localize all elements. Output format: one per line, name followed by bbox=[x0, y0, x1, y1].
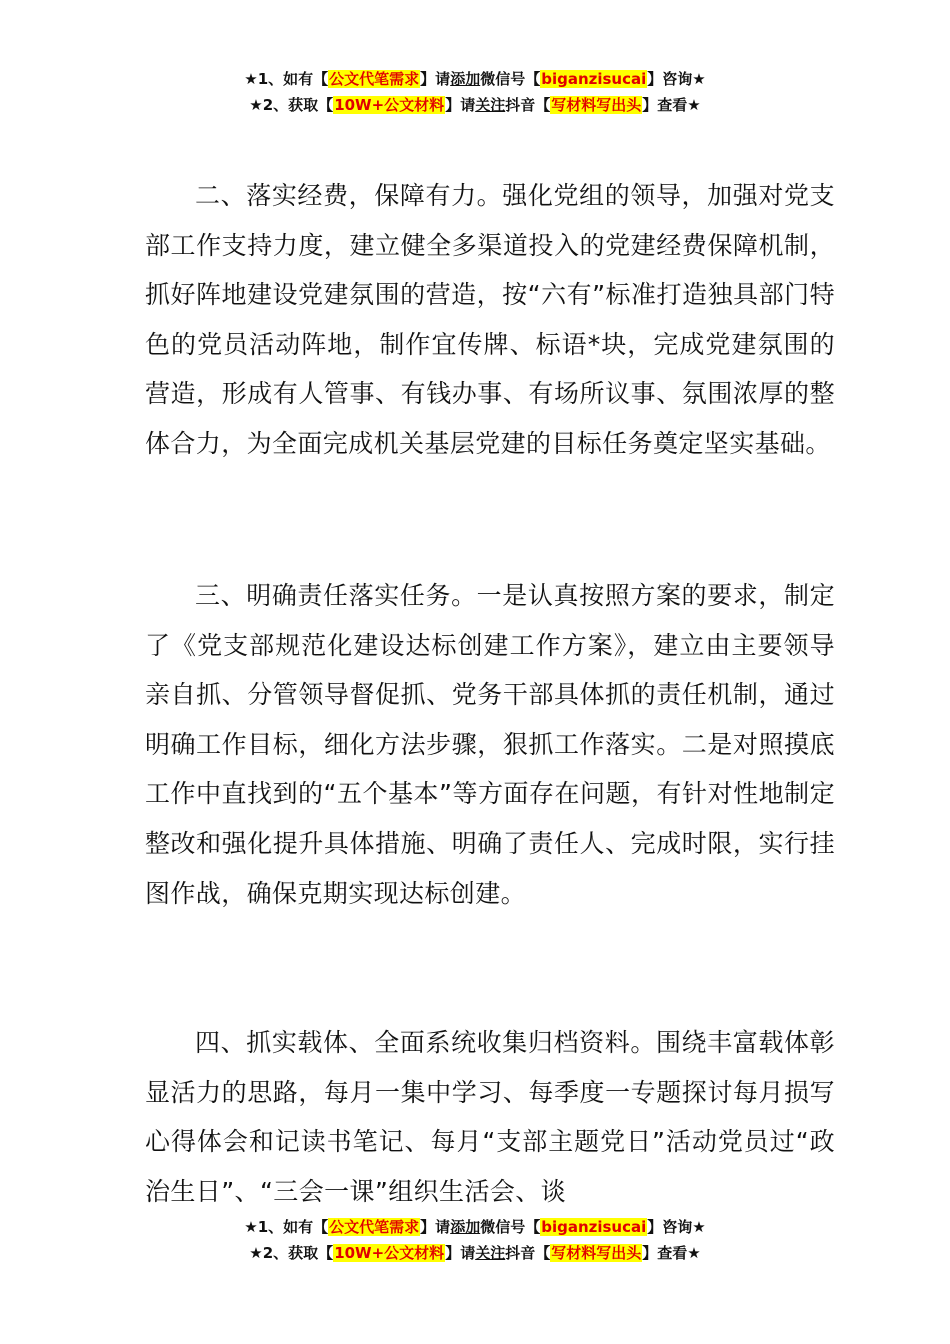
highlight-wechat-id: biganzisucai bbox=[541, 1218, 647, 1236]
banner-line-1 bbox=[0, 1214, 950, 1240]
banner-text: 】请 bbox=[445, 96, 476, 114]
header-banner bbox=[0, 66, 950, 118]
paragraph-text: 三、明确责任落实任务。一是认真按照方案的要求，制定了《党支部规范化建设达标创建工作方案》，建立由主要领导亲自抓、分管领导督促抓、党务干部具体抓的责任机制，通过明确工作目标，细化方法步骤，狠抓工作落实。二是对照摸底工作中直找到的“五个基本”等方面存在问题，有针对性地制定整改和强化提升具体措施、明确了责任人、完成时限，实行挂图作战，确保克期实现达标创建。 bbox=[145, 581, 835, 908]
banner-text: 】请 bbox=[420, 70, 451, 88]
paragraph-archiving bbox=[145, 1018, 835, 1216]
paragraph-responsibility bbox=[145, 571, 835, 918]
banner-text: ★2、获取【 bbox=[249, 96, 334, 114]
highlight-douyin-account: 写材料写出头 bbox=[551, 1244, 642, 1262]
paragraph-text: 二、落实经费，保障有力。强化党组的领导，加强对党支部工作支持力度，建立健全多渠道投入的党建经费保障机制，抓好阵地建设党建氛围的营造，按“六有”标准打造独具部门特色的党员活动阵地，制作宜传牌、标语*块，完成党建氛围的营造，形成有人管事、有钱办事、有场所议事、氛围浓厚的整体合力，为全面完成机关基层党建的目标任务奠定坚实基础。 bbox=[145, 181, 835, 458]
footer-banner bbox=[0, 1214, 950, 1266]
banner-text: 】咨询★ bbox=[647, 1218, 706, 1236]
banner-text: 微信号【 bbox=[480, 70, 541, 88]
banner-underlined: 添加 bbox=[450, 70, 481, 88]
banner-line-2 bbox=[0, 92, 950, 118]
banner-text: 】咨询★ bbox=[647, 70, 706, 88]
banner-underlined: 关注 bbox=[475, 1244, 506, 1262]
banner-line-2 bbox=[0, 1240, 950, 1266]
banner-text: 抖音【 bbox=[505, 1244, 551, 1262]
banner-text: ★1、如有【 bbox=[244, 70, 329, 88]
banner-text: 】请 bbox=[445, 1244, 476, 1262]
paragraph-text: 四、抓实载体、全面系统收集归档资料。围绕丰富载体彰显活力的思路，每月一集中学习、每季度一专题探讨每月损写心得体会和记读书笔记、每月“支部主题党日”活动党员过“政治生日”、“三会一课”组织生活会、谈 bbox=[145, 1028, 835, 1206]
highlight-materials: 10W+公文材料 bbox=[334, 96, 445, 114]
banner-text: ★2、获取【 bbox=[249, 1244, 334, 1262]
highlight-douyin-account: 写材料写出头 bbox=[551, 96, 642, 114]
banner-underlined: 添加 bbox=[450, 1218, 481, 1236]
highlight-wechat-id: biganzisucai bbox=[541, 70, 647, 88]
banner-text: 微信号【 bbox=[480, 1218, 541, 1236]
banner-text: 】查看★ bbox=[642, 96, 701, 114]
paragraph-funding bbox=[145, 171, 835, 469]
banner-underlined: 关注 bbox=[475, 96, 506, 114]
banner-text: 】查看★ bbox=[642, 1244, 701, 1262]
banner-text: ★1、如有【 bbox=[244, 1218, 329, 1236]
highlight-service: 公文代笔需求 bbox=[329, 1218, 420, 1236]
highlight-materials: 10W+公文材料 bbox=[334, 1244, 445, 1262]
banner-text: 抖音【 bbox=[505, 96, 551, 114]
banner-line-1 bbox=[0, 66, 950, 92]
banner-text: 】请 bbox=[420, 1218, 451, 1236]
highlight-service: 公文代笔需求 bbox=[329, 70, 420, 88]
